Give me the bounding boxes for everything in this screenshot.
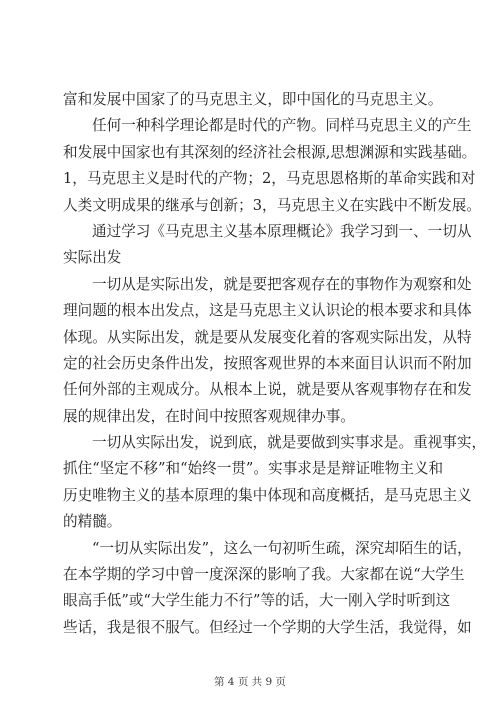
text-line: 眼高手低”或“大学生能力不行”等的话，大一刚入学时听到这 (63, 592, 451, 610)
text-line: 和发展中国家也有其深刻的经济社会根源,思想渊源和实践基础。 (63, 143, 477, 161)
text-line: 1，马克思主义是时代的产物；2，马克思恩格斯的革命实践和对 (63, 170, 476, 188)
text-line: 的精髓。 (63, 513, 122, 531)
text-line: 理问题的根本出发点，这是马克思主义认识论的根本要求和具体 (63, 302, 472, 320)
text-line: 任何外部的主观成分。从根本上说，就是要从客观事物存在和发 (63, 381, 472, 399)
page-number-footer: 第 4 页 共 9 页 (213, 676, 287, 688)
text-line: 富和发展中国家了的马克思主义，即中国化的马克思主义。 (63, 91, 443, 108)
text-line: 历史唯物主义的基本原理的集中体现和高度概括，是马克思主义 (63, 486, 472, 504)
text-line: 通过学习《马克思主义基本原理概论》我学习到一、一切从 (92, 222, 472, 240)
text-line: 实际出发 (63, 249, 122, 267)
text-line: 定的社会历史条件出发，按照客观世界的本来面目认识而不附加 (63, 354, 472, 372)
text-line: “一切从实际出发”，这么一句初听生疏，深究却陌生的话， (92, 539, 472, 557)
text-line: 一切从是实际出发，就是要把客观存在的事物作为观察和处 (92, 275, 472, 293)
text-line: 一切从实际出发，说到底，就是要做到实事求是。重视事实， (92, 434, 487, 452)
text-line: 些话，我是很不服气。但经过一个学期的大学生活，我觉得，如 (63, 618, 472, 636)
document-body (63, 87, 487, 641)
text-line: 抓住“坚定不移”和“始终一贯”。实事求是是辩证唯物主义和 (63, 460, 444, 478)
text-line: 展的规律出发，在时间中按照客观规律办事。 (63, 407, 355, 425)
text-line: 体现。从实际出发，就是要从发展变化着的客观实际出发，从特 (63, 328, 472, 346)
text-line: 任何一种科学理论都是时代的产物。同样马克思主义的产生 (92, 117, 472, 135)
text-line: 在本学期的学习中曾一度深深的影响了我。大家都在说“大学生 (63, 566, 465, 584)
text-line: 人类文明成果的继承与创新；3，马克思主义在实践中不断发展。 (63, 196, 481, 214)
